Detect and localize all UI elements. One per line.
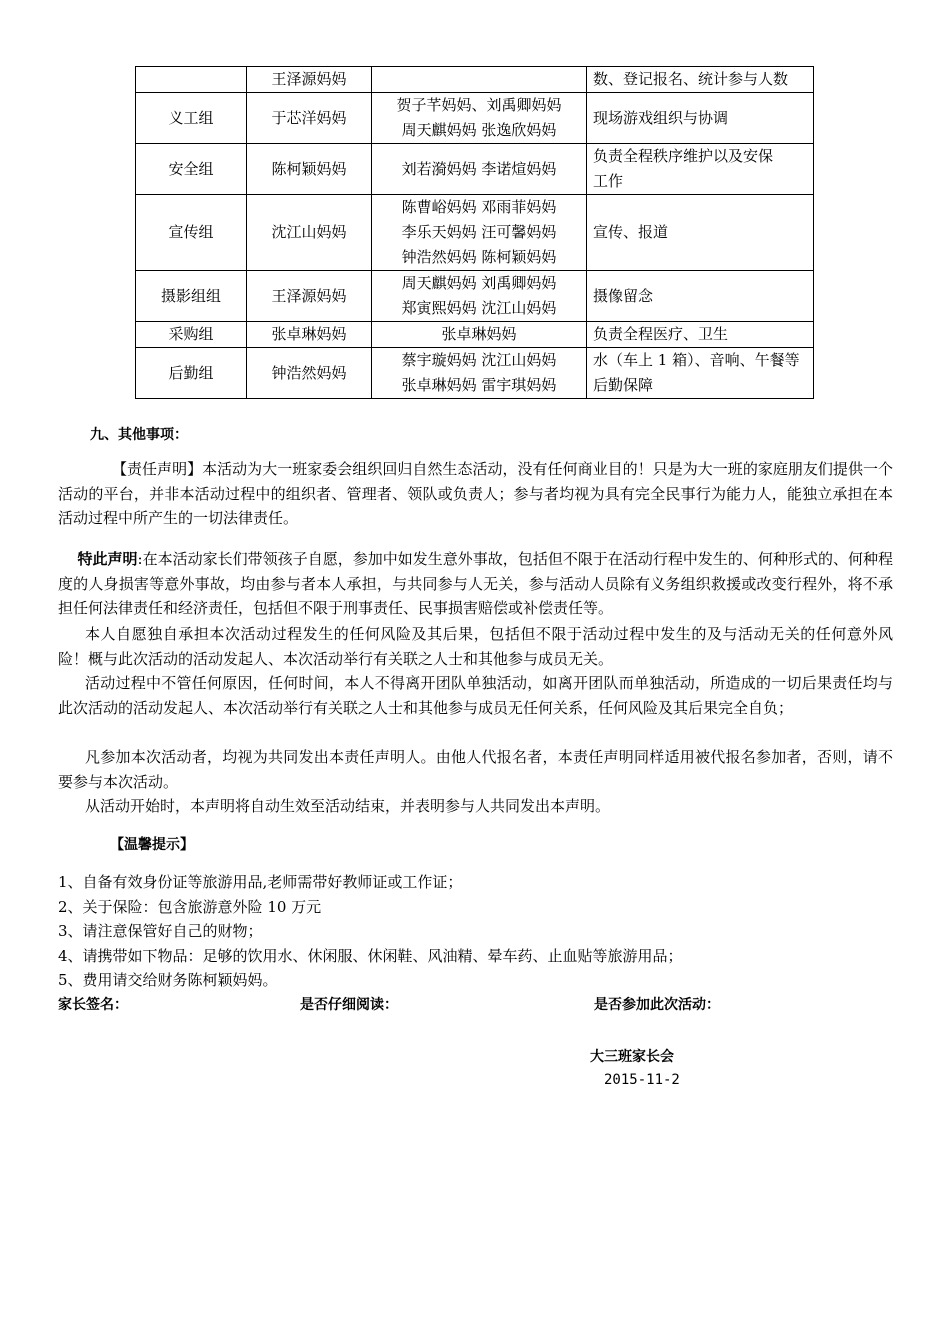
group-leader-cell: 陈柯颖妈妈 [247, 144, 372, 195]
agent-registration-paragraph: 凡参加本次活动者，均视为共同发出本责任声明人。由他人代报名者，本责任声明同样适用被代报名参加者，否则，请不要参与本次活动。 [58, 748, 893, 791]
group-members-cell [372, 322, 587, 348]
group-name-cell: 义工组 [136, 93, 247, 144]
duty-line: 后勤保障 [593, 376, 654, 394]
group-leader-cell: 王泽源妈妈 [247, 67, 372, 93]
table-row [136, 144, 814, 195]
duty-line: 宣传、报道 [593, 223, 669, 241]
duty-line: 负责全程秩序维护以及安保 [593, 147, 774, 165]
duty-line: 工作 [593, 172, 624, 190]
group-roster-table [135, 66, 814, 399]
group-members-cell [372, 195, 587, 271]
join-confirm-label: 是否参加此次活动： [594, 997, 720, 1013]
group-name-cell [136, 67, 247, 93]
organizer-name: 大三班家长会 [590, 1049, 674, 1065]
special-statement-text: :在本活动家长们带领孩子自愿，参加中如发生意外事故，包括但不限于在活动行程中发生的、何种形式的、何种程度的人身损害等意外事故，均由参与者本人承担，与共同参与人无关，参与活动人员除有义务组织救援或改变行程外，将不承担任何法律责任和经济责任，包括但不限于刑事责任、民事损害赔偿或补偿责任等。 [58, 550, 893, 617]
section-heading: 九、其他事项： [90, 427, 188, 443]
member-line [378, 67, 580, 92]
group-duty-cell [587, 67, 814, 93]
group-members-cell [372, 348, 587, 399]
table-row [136, 67, 814, 93]
member-line: 陈曹峪妈妈 邓雨菲妈妈 [401, 198, 557, 216]
group-name-cell: 安全组 [136, 144, 247, 195]
member-line: 刘若漪妈妈 李诺煊妈妈 [401, 159, 557, 178]
group-members-cell [372, 67, 587, 93]
duty-line: 数、登记报名、统计参与人数 [593, 70, 789, 88]
table-row [136, 93, 814, 144]
group-leader-cell: 张卓琳妈妈 [247, 322, 372, 348]
member-line: 钟浩然妈妈 陈柯颖妈妈 [401, 248, 557, 266]
member-line: 张卓琳妈妈 [441, 325, 517, 343]
group-name-cell: 采购组 [136, 322, 247, 348]
group-members-cell [372, 93, 587, 144]
table-row [136, 322, 814, 348]
member-line: 李乐天妈妈 汪可馨妈妈 [401, 223, 557, 241]
group-duty-cell [587, 195, 814, 271]
disclaimer-paragraph: 【责任声明】本活动为大一班家委会组织回归自然生态活动，没有任何商业目的！只是为大一班的家庭朋友们提供一个活动的平台，并非本活动过程中的组织者、管理者、领队或负责人；参与者均视为具有完全民事行为能力人，能独立承担在本活动过程中所产生的一切法律责任。 [58, 460, 893, 527]
duty-line: 负责全程医疗、卫生 [593, 325, 729, 343]
tip-item: 4、请携带如下物品：足够的饮用水、休闲服、休闲鞋、风油精、晕车药、止血贴等旅游用品； [58, 946, 683, 965]
table-row [136, 195, 814, 271]
group-duty-cell [587, 93, 814, 144]
effect-paragraph: 从活动开始时，本声明将自动生效至活动结束，并表明参与人共同发出本声明。 [85, 797, 611, 815]
group-duty-cell [587, 348, 814, 399]
read-confirm-label: 是否仔细阅读： [300, 997, 398, 1013]
table-row [136, 348, 814, 399]
duty-line: 水（车上 1 箱）、音响、午餐等 [593, 351, 800, 369]
group-leader-cell: 于芯洋妈妈 [247, 93, 372, 144]
group-name-cell: 宣传组 [136, 195, 247, 271]
risk-paragraph: 本人自愿独自承担本次活动过程发生的任何风险及其后果，包括但不限于活动过程中发生的及与活动无关的任何意外风险！概与此次活动的活动发起人、本次活动举行有关联之人士和其他参与成员无关。 [58, 625, 893, 668]
tip-item: 5、费用请交给财务陈柯颖妈妈。 [58, 971, 278, 989]
duty-line: 摄像留念 [593, 286, 654, 305]
tips-list [58, 870, 683, 993]
group-duty-cell [587, 144, 814, 195]
group-leader-cell: 沈江山妈妈 [247, 195, 372, 271]
leave-team-paragraph: 活动过程中不管任何原因，任何时间，本人不得离开团队单独活动，如离开团队而单独活动，所造成的一切后果责任均与此次活动的活动发起人、本次活动举行有关联之人士和其他参与成员无任何关系，任何风险及其后果完全自负； [58, 674, 893, 717]
member-line: 周天麒妈妈 刘禹卿妈妈 [401, 274, 557, 292]
duty-line: 现场游戏组织与协调 [593, 108, 729, 127]
document-date: 2015-11-2 [604, 1072, 680, 1088]
group-duty-cell [587, 322, 814, 348]
group-name-cell: 摄影组组 [136, 271, 247, 322]
tip-item: 1、自备有效身份证等旅游用品,老师需带好教师证或工作证； [58, 873, 463, 891]
member-line: 周天麒妈妈 张逸欣妈妈 [401, 121, 557, 139]
group-members-cell [372, 144, 587, 195]
table-row [136, 271, 814, 322]
member-line: 贺子芊妈妈、刘禹卿妈妈 [396, 96, 562, 114]
member-line: 张卓琳妈妈 雷宇琪妈妈 [401, 376, 557, 394]
group-leader-cell: 钟浩然妈妈 [247, 348, 372, 399]
member-line: 郑寅熙妈妈 沈江山妈妈 [401, 299, 557, 317]
tip-item: 3、请注意保管好自己的财物； [58, 922, 263, 940]
group-name-cell: 后勤组 [136, 348, 247, 399]
tips-title: 【温馨提示】 [110, 837, 194, 853]
group-leader-cell: 王泽源妈妈 [247, 271, 372, 322]
special-statement-paragraph [58, 547, 893, 621]
member-line: 蔡宇璇妈妈 沈江山妈妈 [401, 351, 557, 369]
group-duty-cell [587, 271, 814, 322]
special-statement-label: 特此声明 [77, 550, 138, 568]
group-members-cell [372, 271, 587, 322]
parent-signature-label: 家长签名： [58, 997, 128, 1013]
tip-item: 2、关于保险：包含旅游意外险 10 万元 [58, 897, 322, 916]
